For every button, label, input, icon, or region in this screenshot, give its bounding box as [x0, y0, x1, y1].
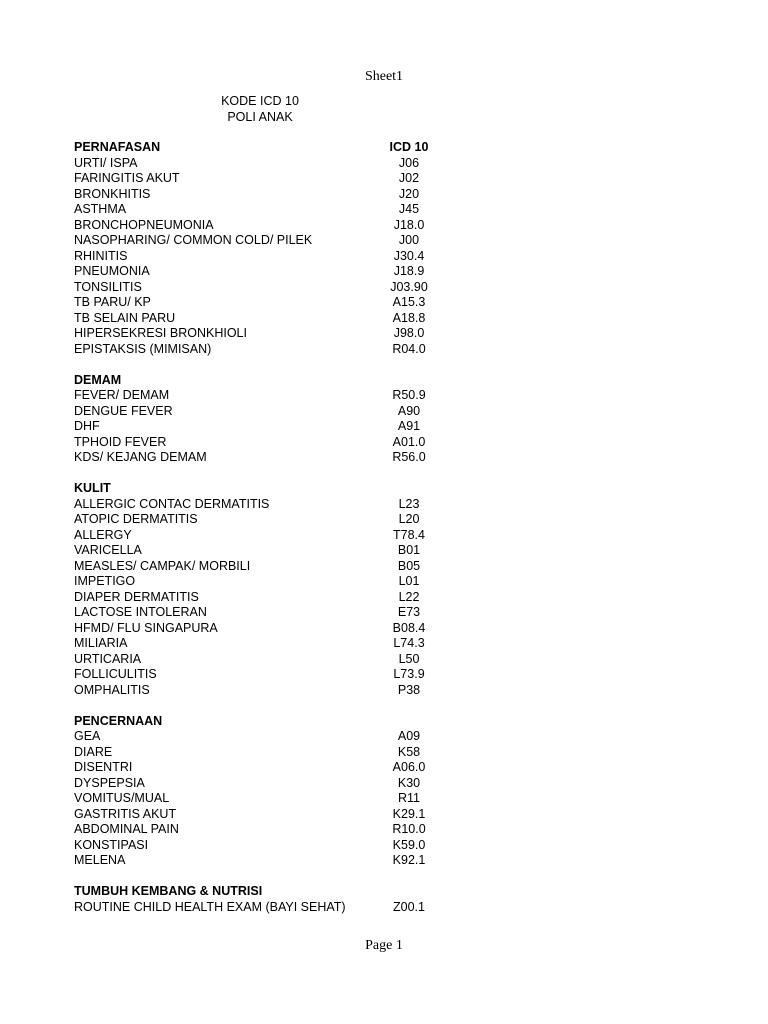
- table-row: [74, 605, 454, 621]
- icd-code: T78.4: [393, 527, 425, 542]
- diagnosis-name: FEVER/ DEMAM: [74, 388, 170, 402]
- icd-code: A91: [397, 419, 421, 433]
- diagnosis-name: EPISTAKSIS (MIMISAN): [74, 341, 212, 356]
- icd-code: J20: [398, 186, 420, 201]
- table-row: [74, 342, 454, 358]
- diagnosis-name: ALLERGIC CONTAC DERMATITIS: [74, 496, 270, 511]
- diagnosis-name: GASTRITIS AKUT: [74, 806, 177, 821]
- diagnosis-name: GEA: [74, 729, 101, 743]
- diagnosis-name: URTI/ ISPA: [74, 155, 138, 170]
- diagnosis-name: TB PARU/ KP: [74, 295, 151, 309]
- diagnosis-name: URTICARIA: [74, 651, 142, 666]
- table-row: [74, 683, 454, 699]
- icd-code: A09: [397, 729, 421, 743]
- table-row: [74, 435, 454, 451]
- diagnosis-name: DHF: [74, 419, 100, 433]
- table-row: [74, 528, 454, 544]
- table-row: [74, 187, 454, 203]
- table-row: [74, 326, 454, 342]
- section-header: [74, 481, 454, 497]
- section-header: [74, 373, 454, 389]
- column-header-icd: ICD 10: [389, 140, 429, 154]
- icd-code: J18.9: [393, 264, 425, 278]
- table-row: [74, 900, 454, 916]
- icd-code: L22: [398, 589, 420, 604]
- icd-code: J18.0: [393, 217, 425, 232]
- diagnosis-name: FARINGITIS AKUT: [74, 171, 180, 185]
- diagnosis-name: KONSTIPASI: [74, 837, 149, 852]
- table-row: [74, 791, 454, 807]
- table-row: [74, 419, 454, 435]
- diagnosis-name: BRONKHITIS: [74, 186, 151, 201]
- diagnosis-name: TPHOID FEVER: [74, 434, 167, 449]
- icd-code: R11: [397, 791, 420, 805]
- table-row: [74, 760, 454, 776]
- diagnosis-name: MEASLES/ CAMPAK/ MORBILI: [74, 558, 251, 573]
- diagnosis-name: BRONCHOPNEUMONIA: [74, 217, 214, 232]
- doc-subtitle: POLI ANAK: [227, 110, 293, 124]
- icd-code: A18.8: [392, 310, 426, 325]
- icd-code: J98.0: [393, 326, 425, 340]
- table-row: [74, 280, 454, 296]
- diagnosis-name: VOMITUS/MUAL: [74, 791, 170, 805]
- section-spacer: [74, 869, 454, 885]
- icd-code: J45: [398, 202, 420, 216]
- icd-code: K30: [397, 775, 421, 790]
- table-row: [74, 838, 454, 854]
- icd-code: E73: [397, 605, 421, 619]
- diagnosis-name: HIPERSEKRESI BRONKHIOLI: [74, 326, 247, 340]
- diagnosis-name: ROUTINE CHILD HEALTH EXAM (BAYI SEHAT): [74, 899, 346, 914]
- diagnosis-name: FOLLICULITIS: [74, 667, 157, 681]
- icd-code: L73.9: [393, 667, 425, 681]
- diagnosis-name: DISENTRI: [74, 760, 133, 774]
- diagnosis-name: LACTOSE INTOLERAN: [74, 605, 207, 619]
- section-header: [74, 884, 454, 900]
- section-spacer: [74, 466, 454, 482]
- table-row: [74, 729, 454, 745]
- icd-code: A15.3: [392, 295, 426, 309]
- table-row: [74, 202, 454, 218]
- icd-code: J06: [398, 155, 420, 170]
- diagnosis-name: IMPETIGO: [74, 574, 136, 588]
- table-row: [74, 249, 454, 265]
- diagnosis-name: DENGUE FEVER: [74, 403, 173, 418]
- section-title: KULIT: [74, 481, 111, 495]
- table-row: [74, 497, 454, 513]
- icd-code: J03.90: [390, 279, 428, 294]
- icd-code: L50: [398, 651, 420, 666]
- icd-code: K92.1: [392, 853, 426, 867]
- section-title: PENCERNAAN: [74, 713, 163, 728]
- doc-title: KODE ICD 10: [221, 94, 299, 108]
- icd-code: L23: [398, 496, 420, 511]
- table-row: [74, 807, 454, 823]
- diagnosis-name: MILIARIA: [74, 636, 128, 650]
- diagnosis-name: ALLERGY: [74, 527, 132, 542]
- diagnosis-name: PNEUMONIA: [74, 264, 150, 278]
- icd-code: R10.0: [392, 822, 426, 836]
- icd-code: B08.4: [392, 620, 426, 635]
- table-row: [74, 171, 454, 187]
- table-row: [74, 574, 454, 590]
- diagnosis-name: ATOPIC DERMATITIS: [74, 512, 198, 526]
- icd-code: P38: [397, 682, 421, 697]
- table-row: [74, 311, 454, 327]
- table-row: [74, 450, 454, 466]
- diagnosis-name: ABDOMINAL PAIN: [74, 822, 179, 836]
- diagnosis-name: RHINITIS: [74, 248, 128, 263]
- page-footer: Page 1: [365, 938, 403, 953]
- table-row: [74, 543, 454, 559]
- diagnosis-name: KDS/ KEJANG DEMAM: [74, 450, 207, 464]
- table-row: [74, 218, 454, 234]
- diagnosis-name: DIARE: [74, 744, 113, 759]
- table-row: [74, 559, 454, 575]
- icd-code: R50.9: [392, 388, 426, 402]
- icd-code: K59.0: [392, 837, 426, 852]
- table-row: [74, 156, 454, 172]
- icd-code: L01: [398, 574, 420, 588]
- icd-code: A01.0: [392, 434, 426, 449]
- icd-code: A06.0: [392, 760, 426, 774]
- section-spacer: [74, 357, 454, 373]
- table-row: [74, 404, 454, 420]
- section-spacer: [74, 698, 454, 714]
- diagnosis-name: HFMD/ FLU SINGAPURA: [74, 620, 218, 635]
- table-row: [74, 295, 454, 311]
- diagnosis-name: DIAPER DERMATITIS: [74, 589, 199, 604]
- table-row: [74, 621, 454, 637]
- section-header: [74, 714, 454, 730]
- table-row: [74, 745, 454, 761]
- table-row: [74, 264, 454, 280]
- table-row: [74, 636, 454, 652]
- section-title: TUMBUH KEMBANG & NUTRISI: [74, 884, 263, 898]
- diagnosis-name: OMPHALITIS: [74, 682, 150, 697]
- icd-code: B05: [397, 558, 421, 573]
- icd-code-table: [74, 140, 454, 915]
- diagnosis-name: TB SELAIN PARU: [74, 310, 176, 325]
- icd-code: J00: [398, 233, 420, 247]
- icd-code: R04.0: [392, 341, 426, 356]
- icd-code: B01: [397, 543, 421, 557]
- diagnosis-name: MELENA: [74, 853, 126, 867]
- icd-code: J30.4: [393, 248, 425, 263]
- table-row: [74, 822, 454, 838]
- icd-code: R56.0: [392, 450, 426, 464]
- diagnosis-name: VARICELLA: [74, 543, 142, 557]
- table-row: [74, 853, 454, 869]
- icd-code: L20: [398, 512, 420, 526]
- diagnosis-name: DYSPEPSIA: [74, 775, 145, 790]
- icd-code: L74.3: [393, 636, 425, 650]
- icd-code: A90: [397, 403, 421, 418]
- table-row: [74, 388, 454, 404]
- section-header: [74, 140, 454, 156]
- table-row: [74, 776, 454, 792]
- icd-code: J02: [398, 171, 420, 185]
- icd-code: K58: [397, 744, 421, 759]
- table-row: [74, 652, 454, 668]
- table-row: [74, 512, 454, 528]
- table-row: [74, 590, 454, 606]
- section-title: DEMAM: [74, 372, 122, 387]
- page-header: Sheet1: [364, 69, 404, 84]
- table-row: [74, 233, 454, 249]
- diagnosis-name: TONSILITIS: [74, 279, 142, 294]
- table-row: [74, 667, 454, 683]
- diagnosis-name: ASTHMA: [74, 202, 127, 216]
- diagnosis-name: NASOPHARING/ COMMON COLD/ PILEK: [74, 233, 313, 247]
- section-title: PERNAFASAN: [74, 140, 161, 154]
- icd-code: K29.1: [392, 806, 426, 821]
- icd-code: Z00.1: [393, 899, 425, 914]
